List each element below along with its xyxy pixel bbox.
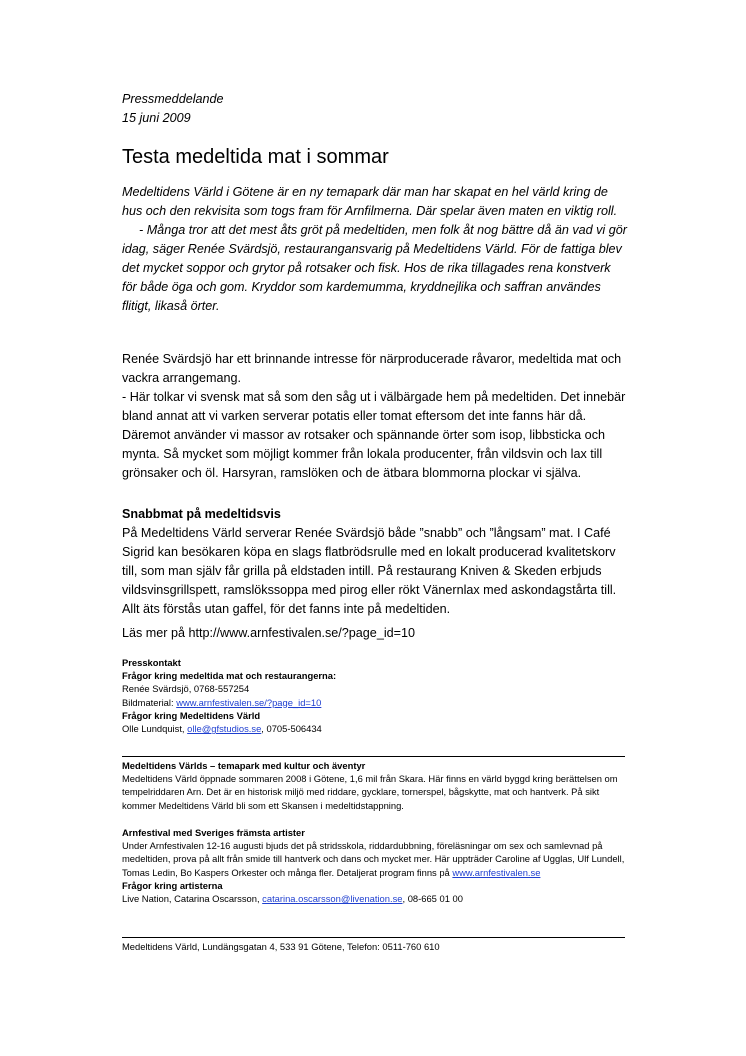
world-contact-phone: , 0705-506434: [261, 723, 322, 735]
body-paragraph-3: På Medeltidens Värld serverar Renée Svärdsjö både ”snabb” och ”långsam” mat. I Café Sigrid kan besökaren köpa en slags flatbrödsrulle med en lokalt producerad kvalitetskorv till, som man själv får grilla på eldstaden intill. På restaurang Kniven & Skeden erbjuds vildsvinsgrillspett, ramslökssoppa med pirog eller rökt Vänernlax med askondagstårta till. Allt äts förstås utan gaffel, för det fanns inte på medeltiden.: [122, 526, 617, 616]
contacts-heading: Presskontakt: [122, 657, 181, 668]
artists-heading: Frågor kring artisterna: [122, 879, 223, 891]
food-contact-heading: Frågor kring medeltida mat och restaurangerna:: [122, 670, 337, 682]
header-block: [122, 90, 224, 128]
image-material-label: Bildmaterial:: [122, 696, 177, 708]
body-block-1: [122, 350, 627, 483]
artists-phone: , 08-665 01 00: [402, 893, 463, 905]
artists-contact-line: [122, 892, 627, 905]
world-contact-name: Olle Lundquist,: [122, 723, 188, 735]
doc-date: 15 juni 2009: [122, 111, 191, 125]
intro-paragraph-2: - Många tror att det mest åts gröt på medeltiden, men folk åt nog bättre då än vad vi gör idag, säger Renée Svärdsjö, restaurangansvarig på Medeltidens Värld. För de fattiga blev det mycket soppor och grytor på rotsaker och fisk. Hos de rika tillagades rena konstverk för både öga och gom. Kryddor som kardemumma, kryddnejlika och saffran användes flitigt, likaså örter.: [122, 223, 627, 313]
page-title: Testa medeltida mat i sommar: [122, 146, 389, 168]
festival-text: Under Arnfestivalen 12-16 augusti bjuds det på stridsskola, riddardubbning, föreläsningar om sex och samlevnad på medeltiden, prova på allt från smide till hantverk och dans och mycket mer. Här uppträder Caroline af Ugglas, Ulf Lundell, Tomas Ledin, Bo Kaspers Orkester och många fler. Detaljerat program finns på: [122, 840, 625, 878]
footer-address: Medeltidens Värld, Lundängsgatan 4, 533 91 Götene, Telefon: 0511-760 610: [122, 941, 440, 952]
festival-heading: Arnfestival med Sveriges främsta artister: [122, 827, 305, 838]
body-paragraph-1: Renée Svärdsjö har ett brinnande intresse för närproducerade råvaror, medeltida mat och vackra arrangemang.: [122, 352, 622, 385]
divider-bottom: [122, 937, 625, 938]
read-more-text: Läs mer på http://www.arnfestivalen.se/?page_id=10: [122, 626, 415, 640]
artists-email-link[interactable]: catarina.oscarsson@livenation.se: [262, 893, 403, 905]
image-material-link[interactable]: www.arnfestivalen.se/?page_id=10: [176, 696, 322, 708]
image-material-line: [122, 696, 627, 709]
about-heading: Medeltidens Världs – temapark med kultur och äventyr: [122, 760, 366, 771]
about-text: Medeltidens Värld öppnade sommaren 2008 i Götene, 1,6 mil från Skara. Här finns en värld byggd kring berättelsen om tempelriddaren Arn. Det är en historisk miljö med riddare, gycklare, tornerspel, bågskytte, mat och hantverk. På sikt kommer Medeltidens Värld bli som ett Skansen i medeltidstappning.: [122, 773, 618, 811]
festival-link[interactable]: www.arnfestivalen.se: [452, 866, 541, 878]
divider-top: [122, 756, 625, 757]
about-block: [122, 759, 627, 812]
world-contact-heading: Frågor kring Medeltidens Värld: [122, 709, 261, 721]
artists-contact: Live Nation, Catarina Oscarsson,: [122, 893, 263, 905]
intro-paragraph-1: Medeltidens Värld i Götene är en ny temapark där man har skapat en hel värld kring de hus och den rekvisita som togs fram för Arnfilmerna. Där spelar även maten en viktig roll.: [122, 185, 618, 218]
doc-type: Pressmeddelande: [122, 92, 224, 106]
festival-text-line: [122, 839, 627, 879]
world-contact-line: [122, 722, 627, 735]
festival-block: [122, 826, 627, 905]
food-contact: Renée Svärdsjö, 0768-557254: [122, 683, 250, 695]
body-paragraph-2: - Här tolkar vi svensk mat så som den såg ut i välbärgade hem på medeltiden. Det innebär bland annat att vi varken serverar potatis eller tomat eftersom det inte fanns här då. Däremot använder vi massor av rotsaker och spännande örter som isop, libbsticka och mynta. Så mycket som möjligt kommer från lokala producenter, från vildsvin och lax till grönsaker och öl. Harsyran, ramslöken och de ätbara blommorna plockar vi själva.: [122, 390, 626, 480]
intro-block: [122, 183, 627, 316]
contacts-block: [122, 656, 627, 735]
section-subheading: Snabbmat på medeltidsvis: [122, 507, 281, 521]
world-contact-email-link[interactable]: olle@gfstudios.se: [187, 723, 262, 735]
body-block-2: [122, 505, 627, 619]
